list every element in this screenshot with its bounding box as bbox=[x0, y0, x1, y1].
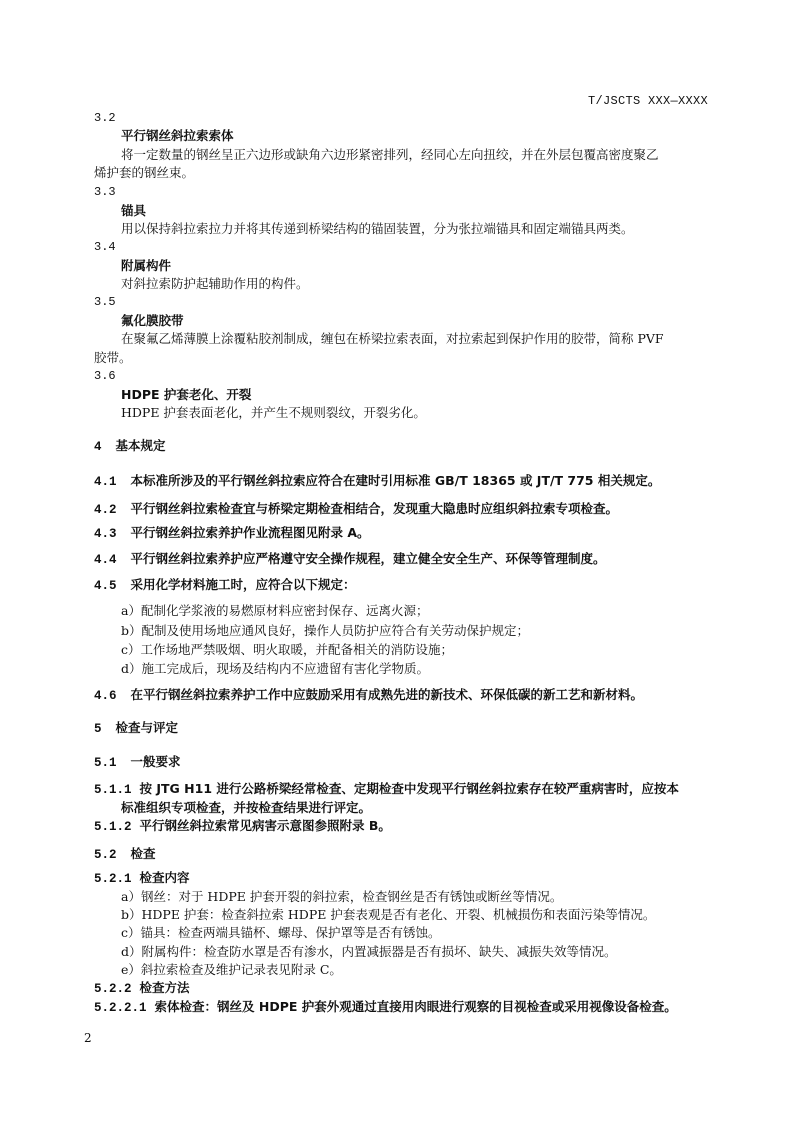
list-item: d）附属构件：检查防水罩是否有渗水，内置减振器是否有损坏、缺失、减振失效等情况。 bbox=[121, 944, 617, 959]
term-title: 锚具 bbox=[121, 203, 147, 218]
clause-number: 4.1 bbox=[94, 475, 117, 489]
term-number: 3.3 bbox=[94, 185, 116, 199]
clause-number: 5.2.1 bbox=[94, 872, 132, 886]
list-item: c）锚具：检查两端具锚杯、螺母、保护罩等是否有锈蚀。 bbox=[121, 925, 441, 940]
clause-number: 5.1.1 bbox=[94, 783, 132, 797]
list-item: c）工作场地严禁吸烟、明火取暖，并配备相关的消防设施； bbox=[121, 642, 454, 657]
clause-number: 5.1.2 bbox=[94, 820, 132, 834]
clause bbox=[94, 550, 606, 569]
subsection-heading bbox=[94, 845, 156, 864]
term-definition: HDPE 护套表面老化，并产生不规则裂纹，开裂劣化。 bbox=[121, 405, 426, 420]
term-definition: 在聚氟乙烯薄膜上涂覆粘胶剂制成，缠包在桥梁拉索表面，对拉索起到保护作用的胶带，简称 PVF bbox=[121, 331, 664, 346]
term-number: 3.5 bbox=[94, 295, 116, 309]
clause bbox=[94, 500, 618, 519]
clause-text: 平行钢丝斜拉索养护作业流程图见附录 A。 bbox=[130, 525, 370, 540]
list-item: b）配制及使用场地应通风良好，操作人员防护应符合有关劳动保护规定； bbox=[121, 623, 530, 638]
term-title: 氟化膜胶带 bbox=[121, 313, 184, 328]
section-number: 5 bbox=[94, 722, 102, 736]
clause-number: 5.2 bbox=[94, 848, 117, 862]
term-definition: 对斜拉索防护起辅助作用的构件。 bbox=[121, 276, 309, 291]
clause-text: 平行钢丝斜拉索检查宜与桥梁定期检查相结合，发现重大隐患时应组织斜拉索专项检查。 bbox=[130, 501, 619, 516]
list-item: a）配制化学浆液的易燃原材料应密封保存、远离火源； bbox=[121, 603, 429, 618]
term-title: HDPE 护套老化、开裂 bbox=[121, 387, 252, 402]
clause-text: 采用化学材料施工时，应符合以下规定： bbox=[130, 577, 356, 592]
clause bbox=[94, 869, 190, 888]
clause bbox=[94, 686, 643, 705]
section-title: 检查与评定 bbox=[115, 720, 179, 735]
list-item: d）施工完成后，现场及结构内不应遗留有害化学物质。 bbox=[121, 661, 430, 676]
clause-text: 一般要求 bbox=[130, 754, 181, 769]
clause bbox=[94, 524, 370, 543]
clause-number: 4.2 bbox=[94, 503, 117, 517]
clause bbox=[94, 979, 190, 998]
clause-text: 按 JTG H11 进行公路桥梁经常检查、定期检查中发现平行钢丝斜拉索存在较严重病害时，应按本 bbox=[139, 781, 679, 796]
clause bbox=[94, 998, 677, 1017]
term-title: 附属构件 bbox=[121, 258, 172, 273]
document-code-header: T/JSCTS XXX—XXXX bbox=[587, 94, 708, 108]
term-definition: 烯护套的钢丝束。 bbox=[94, 165, 195, 180]
term-number: 3.4 bbox=[94, 240, 116, 254]
clause-number: 4.6 bbox=[94, 689, 117, 703]
clause-text: 在平行钢丝斜拉索养护工作中应鼓励采用有成熟先进的新技术、环保低碳的新工艺和新材料。 bbox=[130, 687, 644, 702]
clause-text: 检查方法 bbox=[139, 980, 190, 995]
subsection-heading bbox=[94, 753, 181, 772]
term-definition: 将一定数量的钢丝呈正六边形或缺角六边形紧密排列，经同心左向扭绞，并在外层包覆高密度聚乙 bbox=[121, 147, 659, 162]
clause-number: 4.5 bbox=[94, 579, 117, 593]
clause-text: 平行钢丝斜拉索养护应严格遵守安全操作规程，建立健全安全生产、环保等管理制度。 bbox=[130, 551, 606, 566]
list-item: a）钢丝：对于 HDPE 护套开裂的斜拉索，检查钢丝是否有锈蚀或断丝等情况。 bbox=[121, 889, 563, 904]
clause-continuation: 标准组织专项检查，并按检查结果进行评定。 bbox=[121, 800, 372, 815]
term-definition: 胶带。 bbox=[94, 350, 132, 365]
term-number: 3.2 bbox=[94, 111, 116, 125]
clause-number: 5.1 bbox=[94, 756, 117, 770]
clause-number: 4.3 bbox=[94, 527, 117, 541]
term-title: 平行钢丝斜拉索索体 bbox=[121, 128, 234, 143]
term-number: 3.6 bbox=[94, 369, 116, 383]
clause bbox=[94, 780, 679, 799]
term-definition: 用以保持斜拉索拉力并将其传递到桥梁结构的锚固装置，分为张拉端锚具和固定端锚具两类。 bbox=[121, 221, 634, 236]
clause-text: 本标准所涉及的平行钢丝斜拉索应符合在建时引用标准 GB/T 18365 或 JT/T 775 相关规定。 bbox=[130, 473, 661, 488]
list-item: b）HDPE 护套：检查斜拉索 HDPE 护套表观是否有老化、开裂、机械损伤和表面污染等情况。 bbox=[121, 907, 656, 922]
section-title: 基本规定 bbox=[115, 438, 166, 453]
clause-text: 索体检查：钢丝及 HDPE 护套外观通过直接用肉眼进行观察的目视检查或采用视像设备检查。 bbox=[154, 999, 677, 1014]
section-heading bbox=[94, 719, 178, 738]
clause-text: 检查内容 bbox=[139, 870, 190, 885]
clause bbox=[94, 576, 356, 595]
section-heading bbox=[94, 437, 166, 456]
clause-number: 5.2.2.1 bbox=[94, 1001, 147, 1015]
clause bbox=[94, 817, 391, 836]
page-number: 2 bbox=[84, 1031, 92, 1045]
clause-number: 5.2.2 bbox=[94, 982, 132, 996]
clause-text: 检查 bbox=[130, 846, 156, 861]
clause-number: 4.4 bbox=[94, 553, 117, 567]
clause-text: 平行钢丝斜拉索常见病害示意图参照附录 B。 bbox=[139, 818, 391, 833]
section-number: 4 bbox=[94, 440, 102, 454]
clause bbox=[94, 472, 660, 491]
list-item: e）斜拉索检查及维护记录表见附录 C。 bbox=[121, 962, 342, 977]
